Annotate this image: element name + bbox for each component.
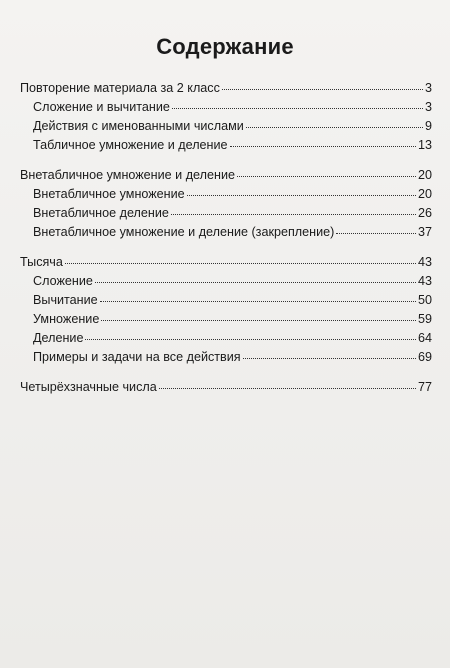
dot-leader [187,195,416,196]
section-gap [20,155,432,166]
toc-section-label: Повторение материала за 2 класс [20,81,220,95]
section-gap [20,242,432,253]
toc-item[interactable] [20,223,432,242]
toc-page-number: 26 [417,206,432,220]
toc-item-label: Внетабличное деление [33,206,169,220]
dot-leader [159,388,416,389]
toc-page-number: 37 [417,225,432,239]
toc-page-number: 9 [424,119,432,133]
toc-item[interactable] [20,98,432,117]
toc-page-number: 13 [417,138,432,152]
toc-item[interactable] [20,117,432,136]
toc-item-label: Сложение [33,274,93,288]
toc-item-label: Деление [33,331,84,345]
dot-leader [172,108,423,109]
toc-page-number: 43 [417,255,432,269]
dot-leader [85,339,416,340]
toc-section[interactable] [20,378,432,397]
toc-item[interactable] [20,204,432,223]
toc-page-number: 59 [417,312,432,326]
toc-item[interactable] [20,348,432,367]
dot-leader [237,176,416,177]
page-title: Содержание [156,34,294,59]
toc-item-label: Вычитание [33,293,98,307]
dot-leader [243,358,416,359]
toc-section[interactable] [20,253,432,272]
dot-leader [336,233,416,234]
toc-item-label: Внетабличное умножение и деление (закрепление) [33,225,335,239]
toc-item-label: Действия с именованными числами [33,119,244,133]
toc-page-number: 3 [424,81,432,95]
toc-page-number: 3 [424,100,432,114]
toc-section[interactable] [20,166,432,185]
dot-leader [95,282,416,283]
dot-leader [246,127,423,128]
toc-item[interactable] [20,291,432,310]
dot-leader [100,301,416,302]
toc-item[interactable] [20,272,432,291]
toc-section[interactable] [20,79,432,98]
section-gap [20,367,432,378]
toc-page-number: 20 [417,168,432,182]
toc-page-number: 64 [417,331,432,345]
toc-section-label: Четырёхзначные числа [20,380,157,394]
toc-page-number: 50 [417,293,432,307]
dot-leader [230,146,416,147]
dot-leader [65,263,416,264]
toc-item-label: Табличное умножение и деление [33,138,228,152]
toc-page-number: 69 [417,350,432,364]
dot-leader [101,320,416,321]
toc-item[interactable] [20,185,432,204]
toc-page-number: 20 [417,187,432,201]
dot-leader [171,214,416,215]
toc-page-number: 77 [417,380,432,394]
toc-item-label: Внетабличное умножение [33,187,185,201]
toc-section-label: Тысяча [20,255,63,269]
toc-item-label: Умножение [33,312,100,326]
toc-item-label: Примеры и задачи на все действия [33,350,241,364]
toc-item[interactable] [20,310,432,329]
dot-leader [222,89,423,90]
toc-item[interactable] [20,136,432,155]
toc-section-label: Внетабличное умножение и деление [20,168,235,182]
toc-item[interactable] [20,329,432,348]
toc-item-label: Сложение и вычитание [33,100,170,114]
toc-page-number: 43 [417,274,432,288]
table-of-contents [20,79,432,397]
